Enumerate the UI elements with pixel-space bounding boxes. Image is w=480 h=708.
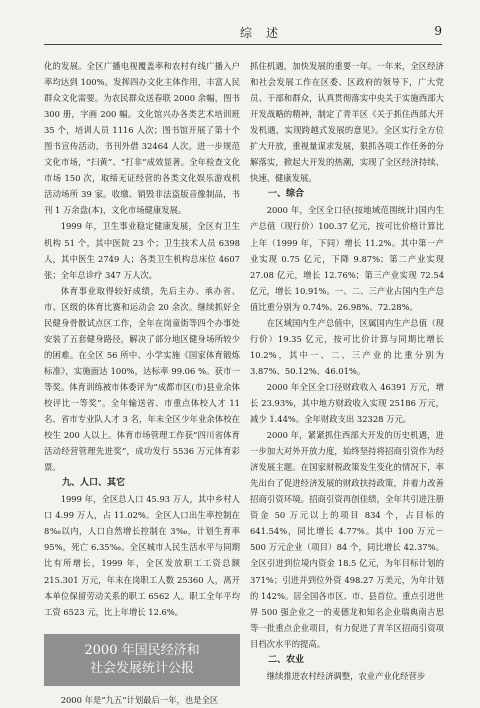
paragraph: 在区域国内生产总值中，区属国内生产总值（现行价）19.35 亿元，按可比价计算与同期比增长 10.2%，其中一、二、三产业的比重分别为 3.87%、50.12%、46.01%。 — [250, 317, 444, 376]
paragraph: 1999 年，全区总人口 45.93 万人，其中乡村人口 4.99 万人，占 11.02%。全区人口出生率控制在 8‰以内，人口自然增长控制在 3‰，计划生育率 95%，死亡 6.35‰。全区城市人民生活水平与同期比有所增长，1999 年，全区发放职工工资总额 215.301 万元，年末在岗职工人数 25360 人，离开本单位保留劳动关系的职工 6562 人。职工全年平均工资 6523 元，比上年增长 12.6%。 — [44, 494, 240, 617]
paragraph: 2000 年全区全口径财政收入 46391 万元，增长 23.93%，其中地方财政收入实现 25186 万元，减少 1.44%。全年财政支出 32328 万元。 — [250, 381, 444, 425]
report-title-banner — [44, 634, 240, 686]
left-column — [44, 58, 240, 708]
section-heading: 一、综合 — [268, 189, 305, 200]
page-number: 9 — [434, 24, 442, 38]
paragraph: 继续推进农村经济调整，农业产业化经营步 — [266, 670, 426, 681]
paragraph: 化的发展。全区广播电视覆盖率和农村有线广播入户率均达到 100%。发挥四办文化主体作用，丰富人民群众文化需要。为农民群众送春联 2000 余幅，图书 300 册，字画 200 幅。文化馆兴办各类艺术培训班 35 个，培训人员 1116 人次；图书馆开展了第十个图书宣传活动，书刊外借 32464 人次。进一步规范文化市场，“扫黄”、“打非”成效显著。全年检查文化市场 150 次，取缔无证经营的各类文化娱乐游戏机活动场所 39 家。收缴、销毁非法盗版音像制品，书刊 1 万余盘(本)，文化市场健康发展。 — [44, 61, 240, 216]
report-title-line: 2000 年国民经济和 — [84, 642, 200, 658]
running-title: 综述 — [240, 26, 293, 40]
report-title-line: 社会发展统计公报 — [89, 660, 194, 676]
section-heading: 九、人口、其它 — [62, 478, 126, 489]
paragraph: 体育事业取得较好成绩，先后主办、承办省、市、区级的体育比赛和运动会 20 余次。继续抓好全民健身骨骰试点区工作，全年在岗童街等四个办事处安装了五套健身路径，解决了部分地区健身场所较少的困难。在全区 56 所中、小学实施《国家体育锻炼标准》，实施面达 100%，达标率 99.06 %。获市一等奖。体育训练被市体委评为“成都市区(市)县业余体校评比一等奖”。全年输送省、市重点体校人才 11 名、省市专业队人才 3 名，年末全区少年业余体校在校生 200 人以上。体育市场管理工作获“四川省体育活动经营管理先进奖”，成功发行 5536 万元体育彩票。 — [44, 285, 240, 473]
paragraph: 1999 年，卫生事业稳定健康发展，全区有卫生机构 51 个，其中医院 23 个；卫生技术人员 6398 人，其中医生 2749 人；各类卫生机构总床位 4607 张；全年总诊疗 347 万人次。 — [44, 221, 240, 280]
paragraph: 抓住机遇，加快发展的重要一年。一年来，全区经济和社会发展工作在区委、区政府的领导下，广大党员、干部和群众，认真贯彻落实中央关于实施西部大开发战略的精神，制定了青羊区《关于抓住西部大开发机遇，实现跨越式发展的意见》。全区实行全方位扩大开放，重视量谋求发展，狠抓各项工作任务的分解落实，掀起大开发的热潮，实现了全区经济持续、快速、健康发展。 — [250, 61, 444, 184]
paragraph: 2000 年是“九五”计划最后一年，也是全区 — [60, 694, 219, 705]
paragraph: 2000 年，紧紧抓住西部大开发的历史机遇，进一步加大对外开放力度，始终坚持将招商引资作为经济发展主题。在国家财税政策发生变化的情况下，率先出台了促进经济发展的财政扶持政策，并着力改善招商引资环境。招商引资再创佳绩，全年共引进注册资金 50 万元以上的项目 834 个，占目标的 641.54%，同比增长 4.77%。其中 100 万元－500 万元企业（项目）84 个，同比增长 42.37%。全区引进到位境内资金 18.5 亿元，为年目标计划的 371%；引进并到位外资 498.27 万美元，为年计划的 142%。居全国各市区、市、县首位。重点引进世界 500 强企业之一的麦德龙和知名企业瑞典南吉思等一批重点企业项目，有力促进了青羊区招商引资项目档次水平的提高。 — [250, 430, 444, 649]
paragraph: 2000 年，全区全口径(按地域范围统计)国内生产总值（现行价）100.37 亿元，按可比价格计算比上年（1999 年，下同）增长 11.2%。其中第一产业实现 0.75 亿元，下降 9.87%；第二产业实现 27.08 亿元，增长 12.76%；第三产业实现 72.54 亿元，增长 10.91%。一、二、三产业占国内生产总值比重分别为 0.74%、26.98%、72.28%。 — [250, 205, 444, 312]
right-column — [250, 58, 444, 684]
section-heading: 二、农业 — [268, 654, 305, 665]
page-header — [44, 24, 442, 45]
